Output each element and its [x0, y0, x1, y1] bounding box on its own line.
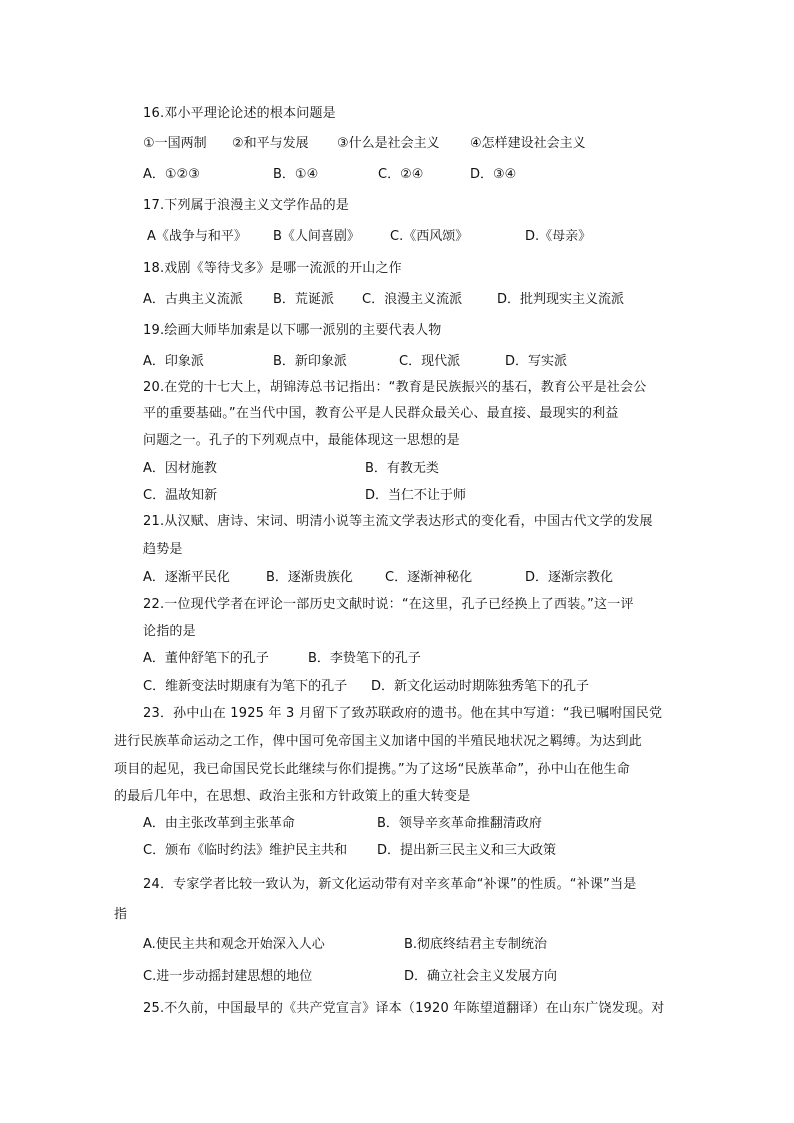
question-23-option-d: D．提出新三民主义和三大政策 [377, 843, 557, 858]
question-20-stem-line-2: 平的重要基础。”在当代中国，教育公平是人民群众最关心、最直接、最现实的利益 [143, 406, 619, 421]
question-17-option-d: D.《母亲》 [525, 229, 592, 244]
question-20-option-b: B．有教无类 [365, 461, 439, 476]
question-21-option-b: B．逐渐贵族化 [266, 570, 353, 585]
question-16-option-a: A．①②③ [143, 167, 200, 182]
question-24-option-b: B.彻底终结君主专制统治 [404, 937, 548, 952]
question-20-stem-line-3: 问题之一。孔子的下列观点中，最能体现这一思想的是 [143, 433, 460, 448]
question-17-option-c: C.《西风颂》 [390, 229, 469, 244]
question-24-option-c: C.进一步动摇封建思想的地位 [143, 969, 313, 984]
question-16-option-b: B．①④ [273, 167, 319, 182]
question-21-stem-line-2: 趋势是 [143, 542, 183, 557]
question-21-option-d: D．逐渐宗教化 [525, 570, 614, 585]
question-16-stem: 16.邓小平理论论述的根本问题是 [143, 106, 336, 121]
question-22-stem-line-2: 论指的是 [143, 624, 196, 639]
question-20-option-d: D．当仁不让于师 [365, 488, 467, 503]
question-21-option-a: A．逐渐平民化 [143, 570, 230, 585]
question-23-option-c: C．颁布《临时约法》维护民主共和 [143, 843, 348, 858]
question-24-option-a: A.使民主共和观念开始深入人心 [143, 937, 325, 952]
question-18-option-a: A．古典主义流派 [143, 292, 243, 307]
question-25-stem-line-1: 25.不久前，中国最早的《共产党宣言》译本（1920 年陈望道翻译）在山东广饶发现。对 [143, 1001, 665, 1016]
question-22-option-d: D．新文化运动时期陈独秀笔下的孔子 [371, 679, 590, 694]
question-24-option-d: D．确立社会主义发展方向 [404, 969, 558, 984]
question-16-item-3: ③什么是社会主义 [337, 136, 440, 151]
question-23-stem-line-1: 23．孙中山在 1925 年 3 月留下了致苏联政府的遗书。他在其中写道：“我已嘱咐国民党 [143, 706, 663, 721]
question-19-option-b: B．新印象派 [273, 354, 347, 369]
question-24-stem-line-1: 24．专家学者比较一致认为，新文化运动带有对辛亥革命“补课”的性质。“补课”当是 [143, 877, 637, 892]
question-20-option-a: A．因材施教 [143, 461, 217, 476]
question-17-option-b: B《人间喜剧》 [273, 229, 360, 244]
question-16-item-1: ①一国两制 [143, 136, 207, 151]
question-21-option-c: C．逐渐神秘化 [385, 570, 473, 585]
question-18-option-b: B．荒诞派 [273, 292, 334, 307]
question-19-option-a: A．印象派 [143, 354, 204, 369]
question-16-item-2: ②和平与发展 [232, 136, 309, 151]
question-19-option-c: C．现代派 [399, 354, 461, 369]
question-20-stem-line-1: 20.在党的十七大上，胡锦涛总书记指出：“教育是民族振兴的基石，教育公平是社会公 [143, 380, 647, 395]
question-23-stem-line-2: 进行民族革命运动之工作，俾中国可免帝国主义加诸中国的半殖民地状况之羁缚。为达到此 [114, 734, 643, 749]
question-23-stem-line-4: 的最后几年中，在思想、政治主张和方针政策上的重大转变是 [114, 789, 471, 804]
question-22-option-a: A．董仲舒笔下的孔子 [143, 651, 269, 666]
question-17-stem: 17.下列属于浪漫主义文学作品的是 [143, 198, 350, 213]
question-19-option-d: D．写实派 [505, 354, 568, 369]
question-19-stem: 19.绘画大师毕加索是以下哪一派别的主要代表人物 [143, 323, 442, 338]
question-22-option-b: B．李贽笔下的孔子 [308, 651, 421, 666]
question-22-option-c: C．维新变法时期康有为笔下的孔子 [143, 679, 348, 694]
question-22-stem-line-1: 22.一位现代学者在评论一部历史文献时说：“在这里，孔子已经换上了西装。”这一评 [143, 597, 634, 612]
question-16-option-d: D．③④ [470, 167, 517, 182]
question-24-stem-line-2: 指 [114, 907, 128, 922]
question-21-stem-line-1: 21.从汉赋、唐诗、宋词、明清小说等主流文学表达形式的变化看，中国古代文学的发展 [143, 514, 653, 529]
question-18-stem: 18.戏剧《等待戈多》是哪一流派的开山之作 [143, 261, 402, 276]
question-23-option-a: A．由主张改革到主张革命 [143, 816, 295, 831]
question-17-option-a: A《战争与和平》 [147, 229, 247, 244]
question-20-option-c: C．温故知新 [143, 488, 218, 503]
question-23-stem-line-3: 项目的起见，我已命国民党长此继续与你们提携。”为了这场“民族革命”，孙中山在他生命 [114, 762, 630, 777]
question-18-option-c: C．浪漫主义流派 [362, 292, 463, 307]
question-18-option-d: D．批判现实主义流派 [497, 292, 625, 307]
question-23-option-b: B．领导辛亥革命推翻清政府 [377, 816, 542, 831]
question-16-option-c: C．②④ [378, 167, 424, 182]
question-16-item-4: ④怎样建设社会主义 [470, 136, 586, 151]
